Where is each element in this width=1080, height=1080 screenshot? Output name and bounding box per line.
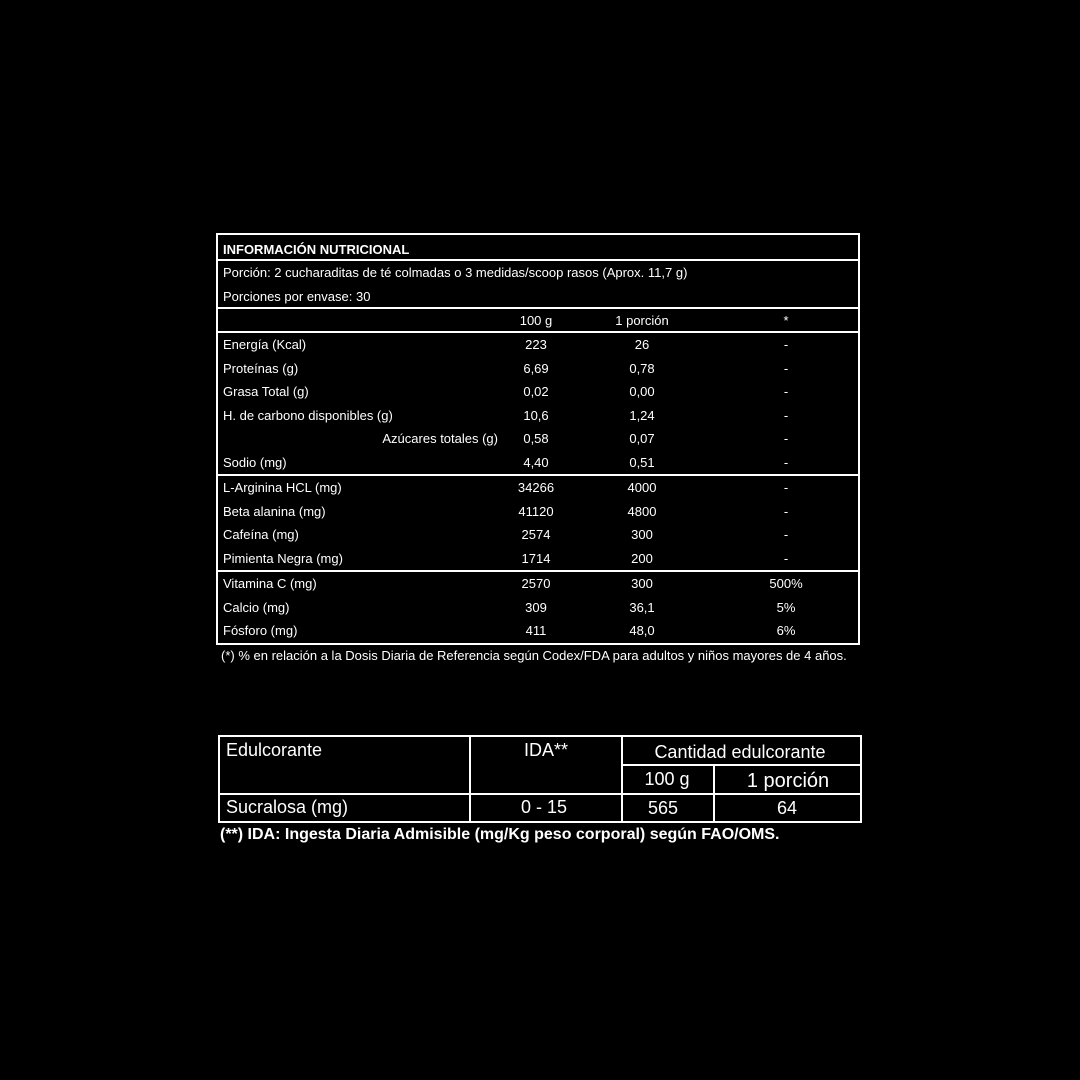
nutrient-per-100g: 223	[525, 337, 547, 352]
nutrient-daily-pct: 6%	[776, 623, 796, 638]
nutrient-per-portion: 0,07	[629, 431, 655, 446]
nutrient-row	[218, 572, 858, 596]
nutrient-label: L-Arginina HCL (mg)	[223, 480, 342, 495]
nutrient-per-100g: 2570	[521, 576, 551, 591]
sweetener-table	[218, 735, 862, 823]
divider	[621, 737, 623, 821]
nutrient-daily-pct: -	[783, 431, 789, 446]
nutrient-per-portion: 48,0	[629, 623, 655, 638]
nutrient-group	[218, 572, 858, 643]
nutrient-per-portion: 1,24	[629, 407, 655, 423]
nutrient-row	[218, 547, 858, 571]
header-pct: *	[783, 313, 789, 328]
nutrient-daily-pct: 500%	[769, 576, 803, 591]
nutrient-daily-pct: -	[783, 337, 789, 352]
nutrient-row	[218, 404, 858, 428]
header-100g: 100 g	[644, 769, 690, 789]
nutrition-title: INFORMACIÓN NUTRICIONAL	[218, 235, 858, 261]
nutrient-per-portion: 300	[631, 576, 653, 591]
divider	[469, 737, 471, 795]
nutrient-daily-pct: -	[783, 480, 789, 495]
nutrient-row	[218, 619, 858, 643]
nutrient-row	[218, 451, 858, 475]
nutrient-label: Proteínas (g)	[223, 360, 299, 376]
nutrition-table	[216, 233, 860, 645]
nutrient-per-100g: 411	[525, 623, 547, 638]
servings-text: Porciones por envase: 30	[223, 289, 371, 304]
nutrient-per-portion: 300	[631, 527, 653, 542]
nutrient-per-100g: 1714	[521, 550, 551, 566]
portion-info	[218, 261, 858, 309]
nutrient-daily-pct: -	[783, 384, 789, 399]
nutrient-row	[218, 380, 858, 404]
nutrient-label: H. de carbono disponibles (g)	[223, 407, 393, 423]
nutrient-per-100g: 2574	[521, 527, 551, 542]
nutrient-per-portion: 0,51	[629, 454, 655, 470]
nutrient-daily-pct: 5%	[776, 599, 796, 615]
nutrient-per-portion: 36,1	[629, 599, 655, 615]
nutrient-per-100g: 41120	[518, 503, 554, 519]
nutrient-per-100g: 34266	[517, 480, 555, 495]
nutrient-row	[218, 427, 858, 451]
portion-text: Porción: 2 cucharaditas de té colmadas o 3 medidas/scoop rasos (Aprox. 11,7 g)	[223, 265, 688, 280]
row-sucralose-100g: 565	[647, 798, 679, 818]
header-amount: Cantidad edulcorante	[654, 742, 826, 762]
nutrient-daily-pct: -	[783, 550, 789, 566]
nutrient-label: Calcio (mg)	[223, 599, 290, 615]
divider	[469, 793, 471, 821]
header-100g: 100 g	[519, 313, 553, 328]
header-portion: 1 porción	[615, 313, 669, 328]
nutrient-per-portion: 0,00	[629, 384, 655, 399]
nutrient-row	[218, 357, 858, 381]
nutrient-per-100g: 4,40	[523, 454, 549, 470]
header-portion: 1 porción	[746, 770, 830, 792]
nutrient-label: Energía (Kcal)	[223, 337, 307, 352]
header-ida: IDA**	[523, 740, 569, 760]
nutrient-daily-pct: -	[783, 360, 789, 376]
nutrient-label: Beta alanina (mg)	[223, 503, 326, 519]
nutrient-daily-pct: -	[783, 503, 789, 519]
nutrient-label: Vitamina C (mg)	[223, 576, 317, 591]
nutrient-groups	[218, 333, 858, 643]
nutrient-per-portion: 0,78	[629, 360, 655, 376]
nutrient-label: Fósforo (mg)	[223, 623, 298, 638]
header-sweetener: Edulcorante	[226, 740, 323, 760]
nutrient-per-100g: 6,69	[523, 360, 549, 376]
nutrient-per-portion: 4000	[627, 480, 657, 495]
nutrient-row	[218, 333, 858, 357]
nutrient-group	[218, 476, 858, 572]
nutrient-label: Cafeína (mg)	[223, 527, 299, 542]
row-sucralose-name: Sucralosa (mg)	[226, 797, 349, 817]
nutrient-row	[218, 500, 858, 524]
sweetener-footnote: (**) IDA: Ingesta Diaria Admisible (mg/Kg peso corporal) según FAO/OMS.	[220, 826, 780, 843]
nutrient-daily-pct: -	[783, 527, 789, 542]
nutrition-footnote: (*) % en relación a la Dosis Diaria de Referencia según Codex/FDA para adultos y niños mayores de 4 años.	[221, 648, 847, 663]
nutrient-group	[218, 333, 858, 476]
nutrient-label: Pimienta Negra (mg)	[223, 550, 343, 566]
row-sucralose-portion: 64	[776, 798, 798, 818]
nutrient-row	[218, 476, 858, 500]
nutrient-label: Sodio (mg)	[223, 454, 287, 470]
nutrient-per-portion: 200	[631, 550, 653, 566]
nutrient-per-portion: 4800	[627, 503, 657, 519]
row-sucralose-ida: 0 - 15	[520, 797, 568, 817]
nutrient-per-100g: 0,58	[523, 431, 549, 446]
nutrient-per-100g: 10,6	[523, 407, 549, 423]
nutrient-daily-pct: -	[783, 454, 789, 470]
column-headers	[218, 309, 858, 333]
nutrient-label: Grasa Total (g)	[223, 384, 309, 399]
nutrient-per-100g: 0,02	[523, 384, 549, 399]
nutrient-row	[218, 596, 858, 620]
nutrient-label: Azúcares totales (g)	[382, 431, 498, 446]
nutrient-row	[218, 523, 858, 547]
nutrient-per-100g: 309	[525, 599, 547, 615]
nutrient-daily-pct: -	[783, 407, 789, 423]
nutrient-per-portion: 26	[634, 337, 650, 352]
